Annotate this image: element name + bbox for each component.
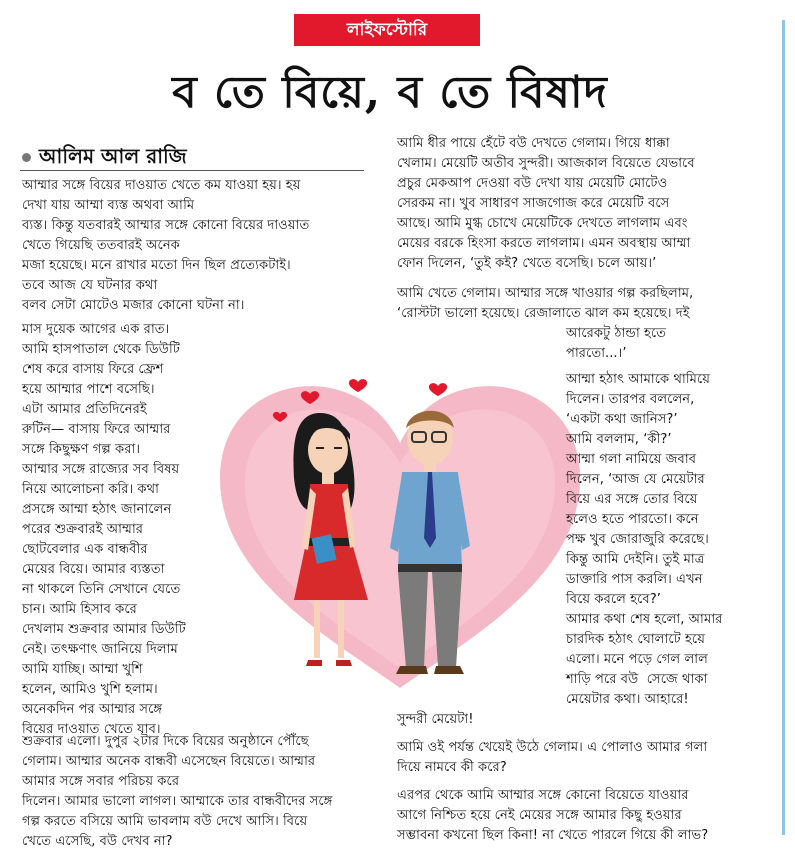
article-paragraph: আরেকটু ঠান্ডা হতে পারতো...।’ bbox=[566, 326, 667, 361]
article-paragraph: আমি ওই পর্যন্ত খেয়েই উঠে গেলাম। এ পোলাও আমার গলা দিয়ে নামবে কী করে? bbox=[397, 740, 708, 775]
headline: ব তে বিয়ে, ব তে বিষাদ bbox=[172, 67, 608, 118]
article-paragraph: এরপর থেকে আমি আম্মার সঙ্গে কোনো বিয়েতে যাওয়ার আগে নিশ্চিত হয়ে নেই মেয়ের সঙ্গে আমার কিছু হওয়ার সম্ভাবনা কখনো ছিল কিনা! না খেতে পারলে গিয়ে কী লাভ? bbox=[397, 788, 709, 843]
article-paragraph: শুক্রবার এলো। দুপুর ২টার দিকে বিয়ের অনুষ্ঠানে পৌঁছে গেলাম। আম্মার অনেক বান্ধবী এসেছেন বিয়েতে। আম্মার আমার সঙ্গে সবার পরিচয় করে দিলেন। আমার ভালো লাগল। আম্মাকে তার বান্ধবীদের সঙ্গে গল্প করতে বসিয়ে আমি ভাবলাম বউ দেখে আসি। বিয়ে খেতে এসেছি, বউ দেখব না? bbox=[22, 734, 333, 849]
article-paragraph: আমি খেতে গেলাম। আম্মার সঙ্গে খাওয়ার গল্প করছিলাম, ‘রোস্টটা ভালো হয়েছে। রেজালাতে ঝাল কম হয়েছে। দই bbox=[397, 286, 694, 321]
article-paragraph: আমার কথা শেষ হলো, আমার চারদিক হঠাৎ ঘোলাটে হয়ে এলো। মনে পড়ে গেল লাল শাড়ি পরে বউ সেজে থাকা মেয়েটার কথা। আহারে! bbox=[566, 612, 723, 707]
right-border-rule bbox=[782, 20, 785, 835]
article-paragraph: সুন্দরী মেয়েটা! bbox=[397, 712, 474, 727]
article-paragraph: মাস দুয়েক আগের এক রাত। আমি হাসপাতাল থেকে ডিউটি শেষ করে বাসায় ফিরে ফ্রেশ হয়ে আম্মার পাশে বসেছি। এটা আমার প্রতিদিনেরই রুটিন— বাসায় ফিরে আম্মার সঙ্গে কিছুক্ষণ গল্প করা। আম্মার সঙ্গে রাজ্যের সব বিষয় নিয়ে আলোচনা করি। কথা প্রসঙ্গে আম্মা হঠাৎ জানালেন পরের শুক্রবারই আম্মার ছোটবেলার এক বান্ধবীর মেয়ের বিয়ে। আমার ব্যস্ততা না থাকলে তিনি সেখানে যেতে চান। আমি হিসাব করে দেখলাম শুক্রবার আমার ডিউটি নেই। তৎক্ষণাৎ জানিয়ে দিলাম আমি যাচ্ছি। আম্মা খুশি হলেন, আমিও খুশি হলাম। অনেকদিন পর আম্মার সঙ্গে বিয়ের দাওয়াত খেতে যাব। bbox=[22, 322, 186, 737]
couple-illustration bbox=[210, 368, 590, 698]
bullet-icon bbox=[22, 153, 31, 162]
byline-rule bbox=[20, 170, 364, 171]
section-tag: লাইফস্টোরি bbox=[294, 14, 480, 46]
article-paragraph: আমি ধীর পায়ে হেঁটে বউ দেখতে গেলাম। গিয়ে ধাক্কা খেলাম। মেয়েটি অতীব সুন্দরী। আজকাল বিয়েতে যেভাবে প্রচুর মেকআপ দেওয়া বউ দেখা যায় মেয়েটি মোটেও সেরকম না। খুব সাধারণ সাজগোজ করে মেয়েটি বসে আছে। আমি মুগ্ধ চোখে মেয়েটিকে দেখতে লাগলাম এবং মেয়ের বরকে হিংসা করতে লাগলাম। এমন অবস্থায় আম্মা ফোন দিলেন, ‘তুই কই? খেতে বসেছি। চলে আয়।’ bbox=[397, 136, 695, 271]
article-paragraph: আম্মা হঠাৎ আমাকে থামিয়ে দিলেন। তারপর বললেন, ‘একটা কথা জানিস?’ আমি বললাম, ‘কী?’ আম্মা গলা নামিয়ে জবাব দিলেন, ‘আজ যে মেয়েটার বিয়ে এর সঙ্গে তোর বিয়ে হলেও হতে পারতো। কনে পক্ষ খুব জোরাজুরি করেছে। কিন্তু আমি দেইনি। তুই মাত্র ডাক্তারি পাস করলি। এখন বিয়ে করলে হবে?’ bbox=[566, 372, 711, 607]
article-paragraph: আম্মার সঙ্গে বিয়ের দাওয়াত খেতে কম যাওয়া হয়। হয় দেখা যায় আম্মা ব্যস্ত অথবা আমি ব্যস্ত। কিন্তু যতবারই আম্মার সঙ্গে কোনো বিয়ের দাওয়াত খেতে গিয়েছি ততবারই অনেক মজা হয়েছে। মনে রাখার মতো দিন ছিল প্রত্যেকটাই। তবে আজ যে ঘটনার কথা বলব সেটা মোটেও মজার কোনো ঘটনা না। bbox=[22, 178, 310, 313]
author-name: আলিম আল রাজি bbox=[39, 144, 187, 168]
